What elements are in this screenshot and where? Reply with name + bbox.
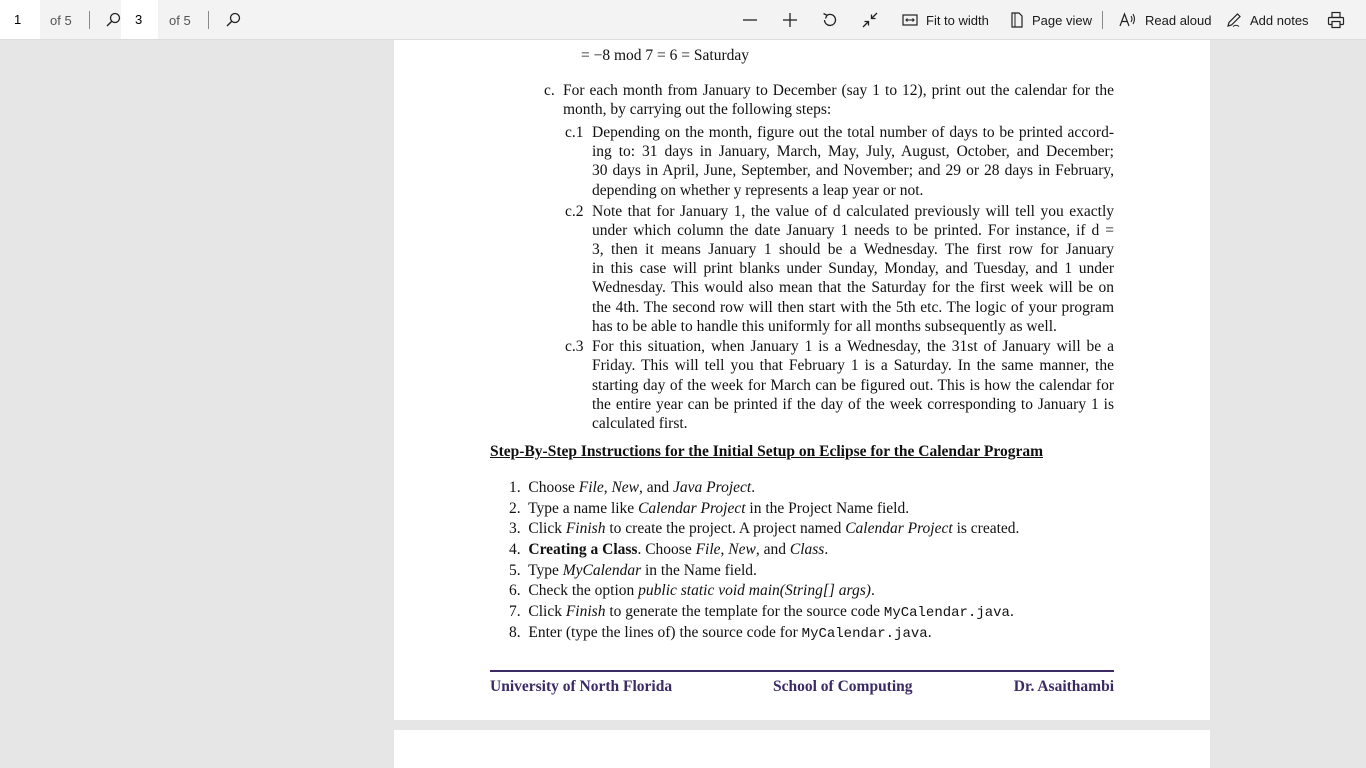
paragraph-line: under which column the date January 1 needs to be printed. For instance, if d = <box>592 222 1114 239</box>
page-total-label: of 5 <box>50 12 72 28</box>
add-notes-button[interactable] <box>1226 0 1309 40</box>
step-1: 1. Choose File, New, and Java Project. <box>509 479 756 496</box>
page-view-label: Page view <box>1032 12 1092 28</box>
list-item-label: c.2 <box>565 203 584 220</box>
paragraph-line: For this situation, when January 1 is a Wednesday, the 31st of January will be a <box>592 338 1114 355</box>
section-heading: Step-By-Step Instructions for the Initial Setup on Eclipse for the Calendar Program <box>490 443 1043 460</box>
read-aloud-label: Read aloud <box>1145 12 1212 28</box>
page-content <box>394 40 1210 720</box>
paragraph-line: Wednesday. This would also mean that the Saturday for the first week will be on <box>592 279 1114 296</box>
paragraph-line: Depending on the month, figure out the total number of days to be printed accord- <box>592 124 1114 141</box>
equation-line: = −8 mod 7 = 6 = Saturday <box>581 47 749 64</box>
toolbar-divider <box>208 11 209 29</box>
list-item-label: c.3 <box>565 338 584 355</box>
document-page <box>394 40 1210 720</box>
footer-center: School of Computing <box>773 678 913 695</box>
find-total-label: of 5 <box>169 12 191 28</box>
footer-right: Dr. Asaithambi <box>1013 678 1114 695</box>
page-view-button[interactable] <box>1010 0 1092 40</box>
step-7: 7. Click Finish to generate the template for the source code MyCalendar.java. <box>509 603 1014 621</box>
print-icon[interactable] <box>1324 8 1348 32</box>
toolbar-divider <box>89 11 90 29</box>
step-4: 4. Creating a Class. Choose File, New, and Class. <box>509 541 829 558</box>
step-6: 6. Check the option public static void main(String[] args). <box>509 582 875 599</box>
step-3: 3. Click Finish to create the project. A project named Calendar Project is created. <box>509 520 1020 537</box>
paragraph-line: Note that for January 1, the value of d calculated previously will tell you exactly <box>592 203 1114 220</box>
paragraph-line: depending on whether y represents a leap year or not. <box>592 182 924 199</box>
paragraph-line: calculated first. <box>592 415 688 432</box>
add-notes-label: Add notes <box>1250 12 1309 28</box>
step-8: 8. Enter (type the lines of) the source code for MyCalendar.java. <box>509 624 932 642</box>
paragraph-line: starting day of the week for March can be figured out. This is how the calendar for <box>592 377 1114 394</box>
search-icon[interactable] <box>221 8 245 32</box>
list-item-label: c. <box>544 82 555 99</box>
paragraph-line: the 4th. The second row will then start with the 5th etc. The logic of your program <box>592 299 1114 316</box>
fit-to-width-label: Fit to width <box>926 12 989 28</box>
paragraph-line: 3, then it means January 1 should be a Wednesday. The first row for January <box>592 241 1114 258</box>
fullscreen-collapse-icon[interactable] <box>858 8 882 32</box>
footer-rule <box>490 670 1114 672</box>
paragraph-line: month, by carrying out the following steps: <box>563 101 832 118</box>
paragraph-line: in this case will print blanks under Sunday, Monday, and Tuesday, and 1 under <box>592 260 1114 277</box>
rotate-icon[interactable] <box>818 8 842 32</box>
paragraph-line: ing to: 31 days in January, March, May, July, August, October, and December; <box>592 143 1114 160</box>
step-2: 2. Type a name like Calendar Project in the Project Name field. <box>509 500 910 517</box>
step-5: 5. Type MyCalendar in the Name field. <box>509 562 757 579</box>
pdf-toolbar <box>0 0 1366 40</box>
paragraph-line: Friday. This will tell you that February 1 is a Saturday. In the same manner, the <box>592 357 1114 374</box>
zoom-in-icon[interactable] <box>778 8 802 32</box>
find-input-value: 3 <box>135 12 143 27</box>
footer-left: University of North Florida <box>490 678 673 695</box>
read-aloud-button[interactable] <box>1119 0 1212 40</box>
toolbar-divider <box>1102 11 1103 29</box>
paragraph-line: 30 days in April, June, September, and November; and 29 or 28 days in February, <box>592 162 1114 179</box>
paragraph-line: has to be able to handle this uniformly for all months subsequently as well. <box>592 318 1057 335</box>
paragraph-line: the entire year can be printed if the day of the week corresponding to January 1 is <box>592 396 1114 413</box>
paragraph-line: For each month from January to December (say 1 to 12), print out the calendar for the <box>563 82 1114 99</box>
pen-icon <box>1226 12 1242 28</box>
list-item-label: c.1 <box>565 124 584 141</box>
read-aloud-icon <box>1119 12 1137 28</box>
next-document-page <box>394 730 1210 768</box>
page-number-input[interactable] <box>0 0 40 39</box>
fit-to-width-icon <box>902 13 918 27</box>
zoom-out-icon[interactable] <box>738 8 762 32</box>
fit-to-width-button[interactable] <box>902 0 989 40</box>
find-input[interactable] <box>121 0 158 39</box>
page-number-value: 1 <box>14 12 22 27</box>
page-view-icon <box>1010 12 1024 28</box>
